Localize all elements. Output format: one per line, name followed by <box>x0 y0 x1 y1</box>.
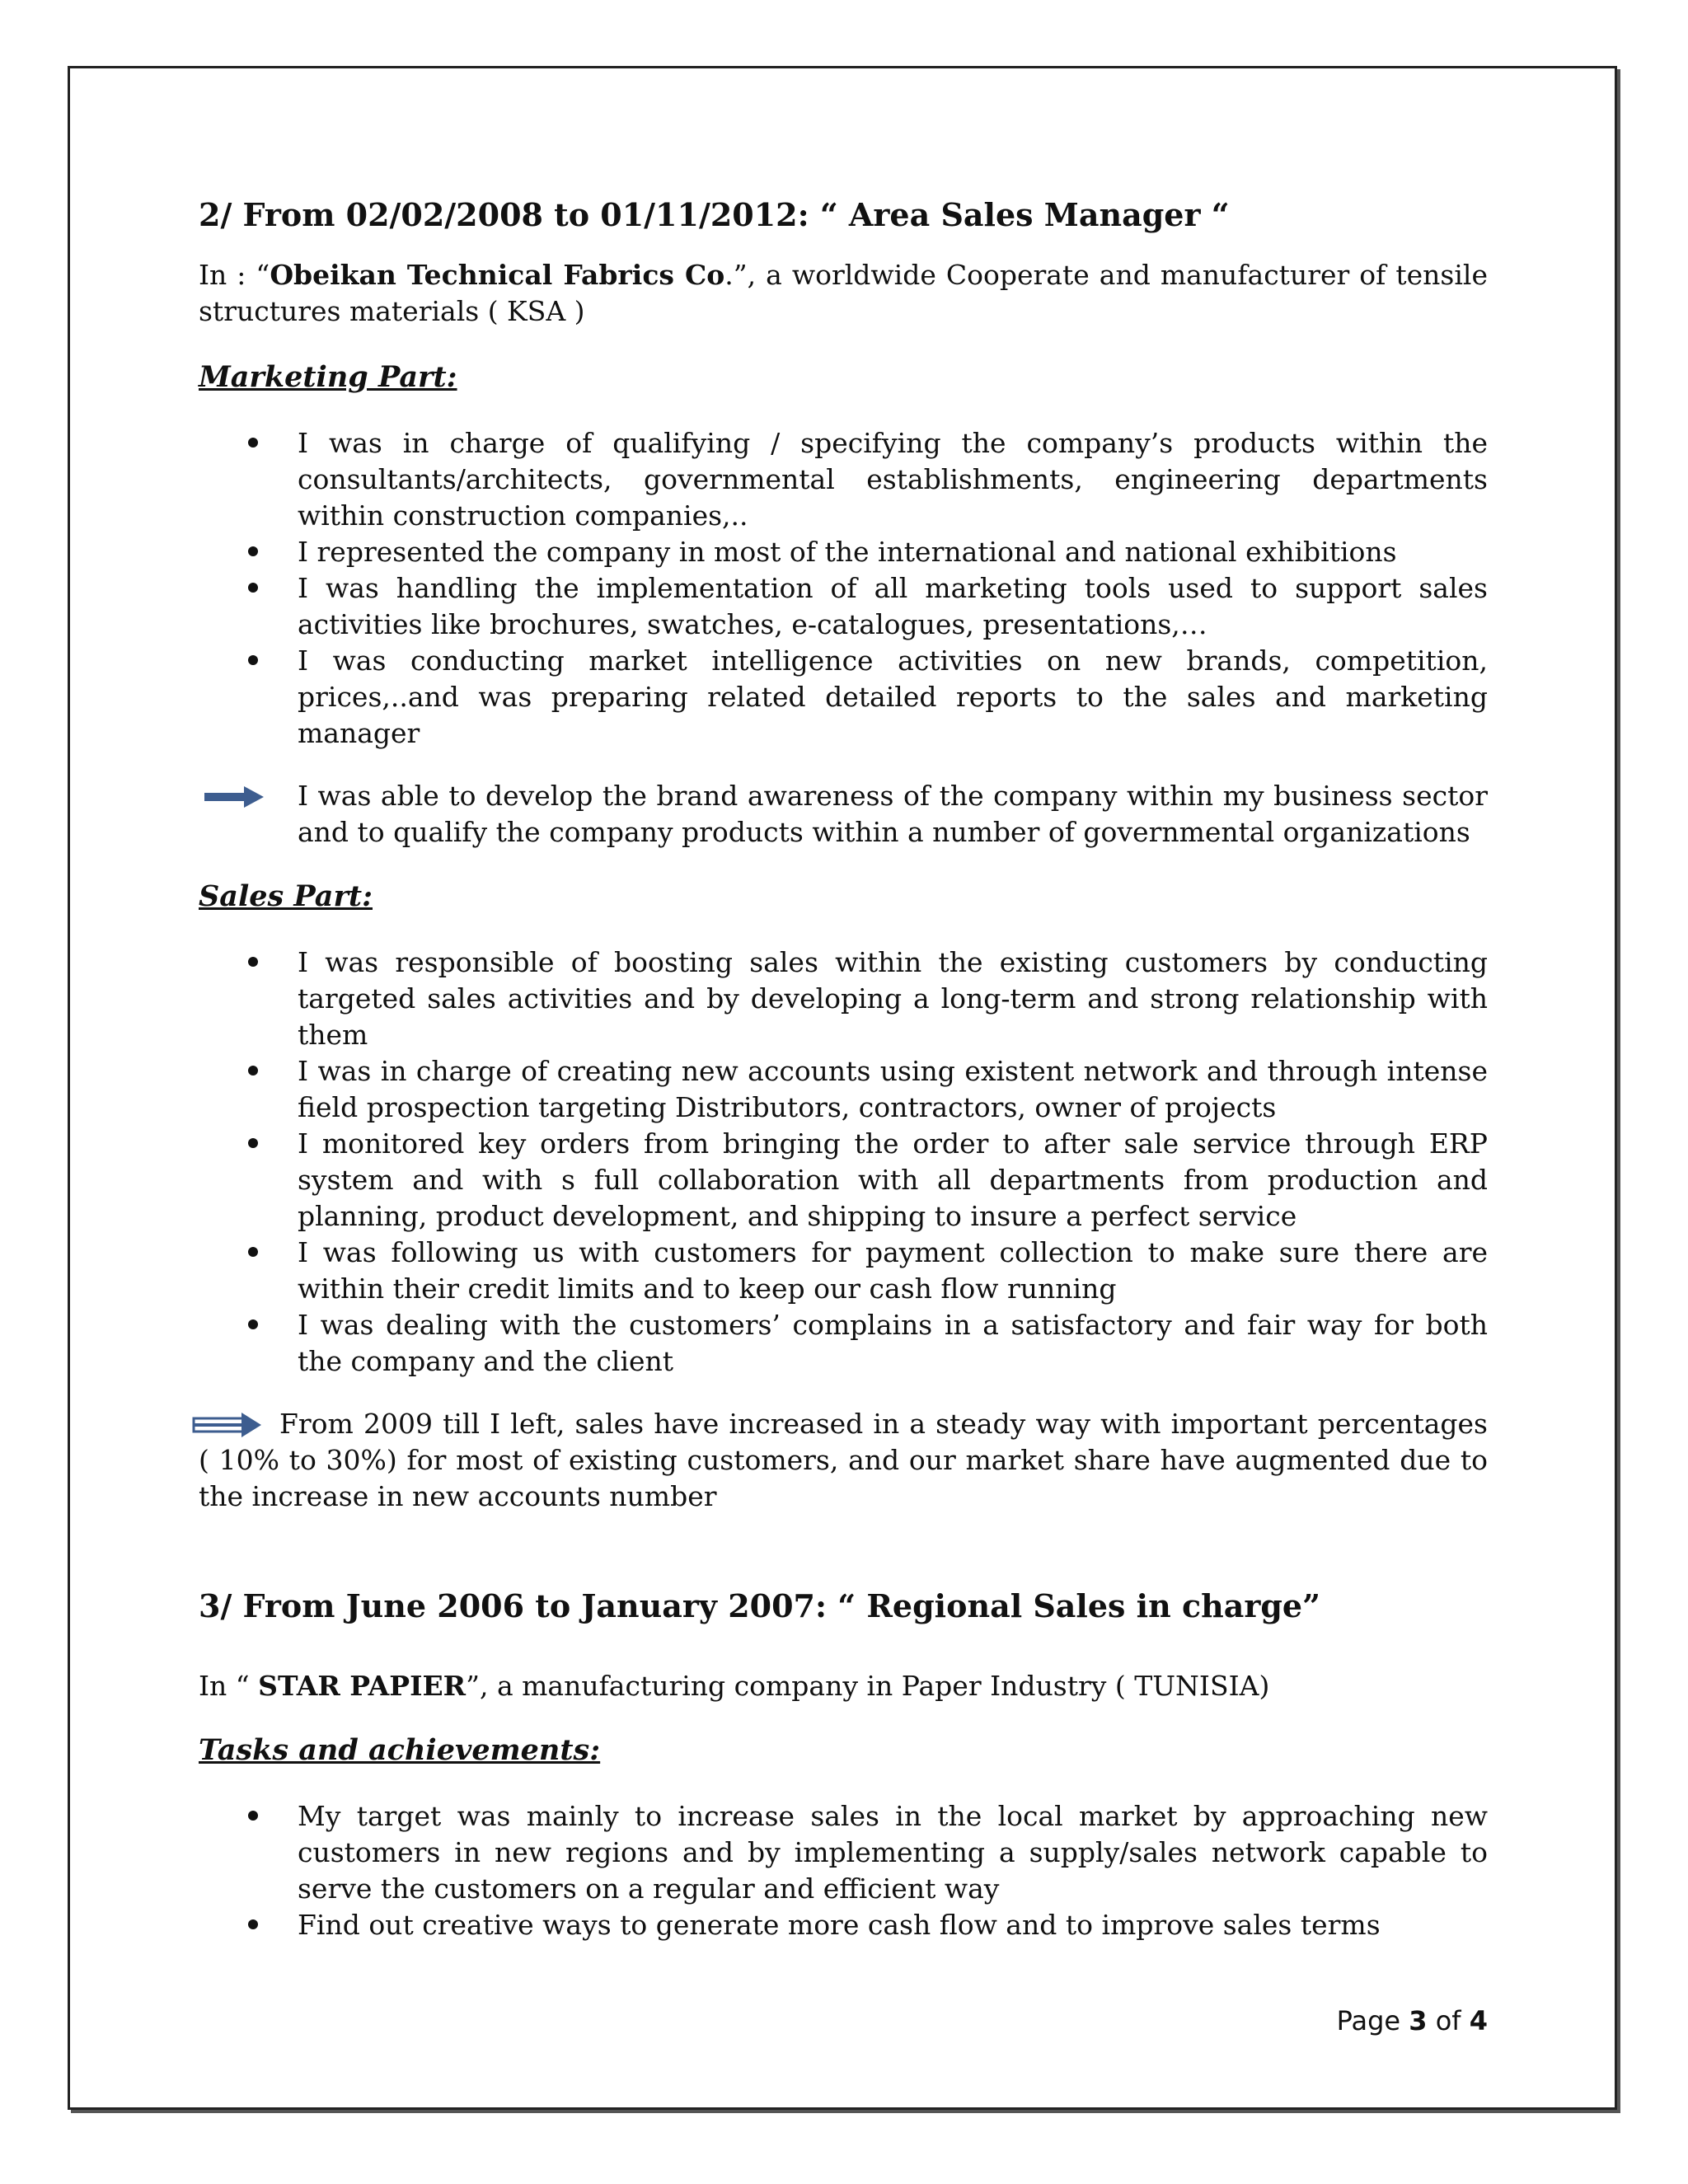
marketing-result <box>199 778 1488 851</box>
marketing-result-text: I was able to develop the brand awareness of the company within my business sector and to qualify the company products within a number of governmental organizations <box>298 780 1488 848</box>
section-3-heading: 3/ From June 2006 to January 2007: “ Regional Sales in charge” <box>199 1587 1320 1624</box>
section-2-intro <box>199 257 1488 330</box>
list-item: I represented the company in most of the international and national exhibitions <box>199 534 1488 570</box>
list-item: I was in charge of creating new accounts using existent network and through intense field prospection targeting Distributors, contractors, owner of projects <box>199 1053 1488 1126</box>
intro-prefix: In “ <box>199 1670 259 1702</box>
tasks-list <box>199 1798 1488 1943</box>
sales-part-title: Sales Part: <box>199 879 373 913</box>
sales-list <box>199 944 1488 1380</box>
list-item: I was in charge of qualifying / specifying the company’s products within the consultants/architects, governmental establishments, engineering departments within construction companies,.. <box>199 425 1488 534</box>
page-total: 4 <box>1469 2005 1488 2036</box>
right-arrow-icon <box>192 1411 263 1439</box>
intro-suffix: .”, a worldwide Cooperate and manufacturer of tensile structures materials ( KSA ) <box>199 259 1489 327</box>
of-label: of <box>1435 2005 1461 2036</box>
right-arrow-icon <box>203 785 265 809</box>
sales-result-text: From 2009 till I left, sales have increased in a steady way with important percentages ( 10% to 30%) for most of existing customers, and our market share have augmented due to the increase in new accounts number <box>199 1408 1488 1512</box>
list-item: I was following us with customers for payment collection to make sure there are within their credit limits and to keep our cash flow running <box>199 1235 1488 1307</box>
list-item: I monitored key orders from bringing the order to after sale service through ERP system and with s full collaboration with all departments from production and planning, product development, and shipping to insure a perfect service <box>199 1126 1488 1235</box>
list-item: I was conducting market intelligence activities on new brands, competition, prices,..and was preparing related detailed reports to the sales and marketing manager <box>199 643 1488 752</box>
sales-result <box>199 1406 1488 1515</box>
marketing-part-title: Marketing Part: <box>199 360 457 394</box>
page-current: 3 <box>1409 2005 1428 2036</box>
page-label: Page <box>1336 2005 1401 2036</box>
marketing-list <box>199 425 1488 752</box>
list-item: Find out creative ways to generate more cash flow and to improve sales terms <box>199 1907 1488 1943</box>
list-item: My target was mainly to increase sales in the local market by approaching new customers in new regions and by implementing a supply/sales network capable to serve the customers on a regular and efficient way <box>199 1798 1488 1907</box>
intro-suffix: ”, a manufacturing company in Paper Industry ( TUNISIA) <box>466 1670 1270 1702</box>
list-item: I was handling the implementation of all marketing tools used to support sales activities like brochures, swatches, e-catalogues, presentations,… <box>199 570 1488 643</box>
list-item: I was responsible of boosting sales within the existing customers by conducting targeted sales activities and by developing a long-term and strong relationship with them <box>199 944 1488 1053</box>
page-number <box>1337 2003 1488 2039</box>
document-body <box>199 194 1488 1943</box>
section-2-heading: 2/ From 02/02/2008 to 01/11/2012: “ Area Sales Manager “ <box>199 196 1230 233</box>
list-item: I was dealing with the customers’ complains in a satisfactory and fair way for both the company and the client <box>199 1307 1488 1380</box>
company-name: STAR PAPIER <box>258 1670 467 1702</box>
section-3-intro <box>199 1668 1488 1704</box>
intro-prefix: In : “ <box>199 259 270 291</box>
tasks-title: Tasks and achievements: <box>199 1733 601 1767</box>
company-name: Obeikan Technical Fabrics Co <box>270 259 725 291</box>
